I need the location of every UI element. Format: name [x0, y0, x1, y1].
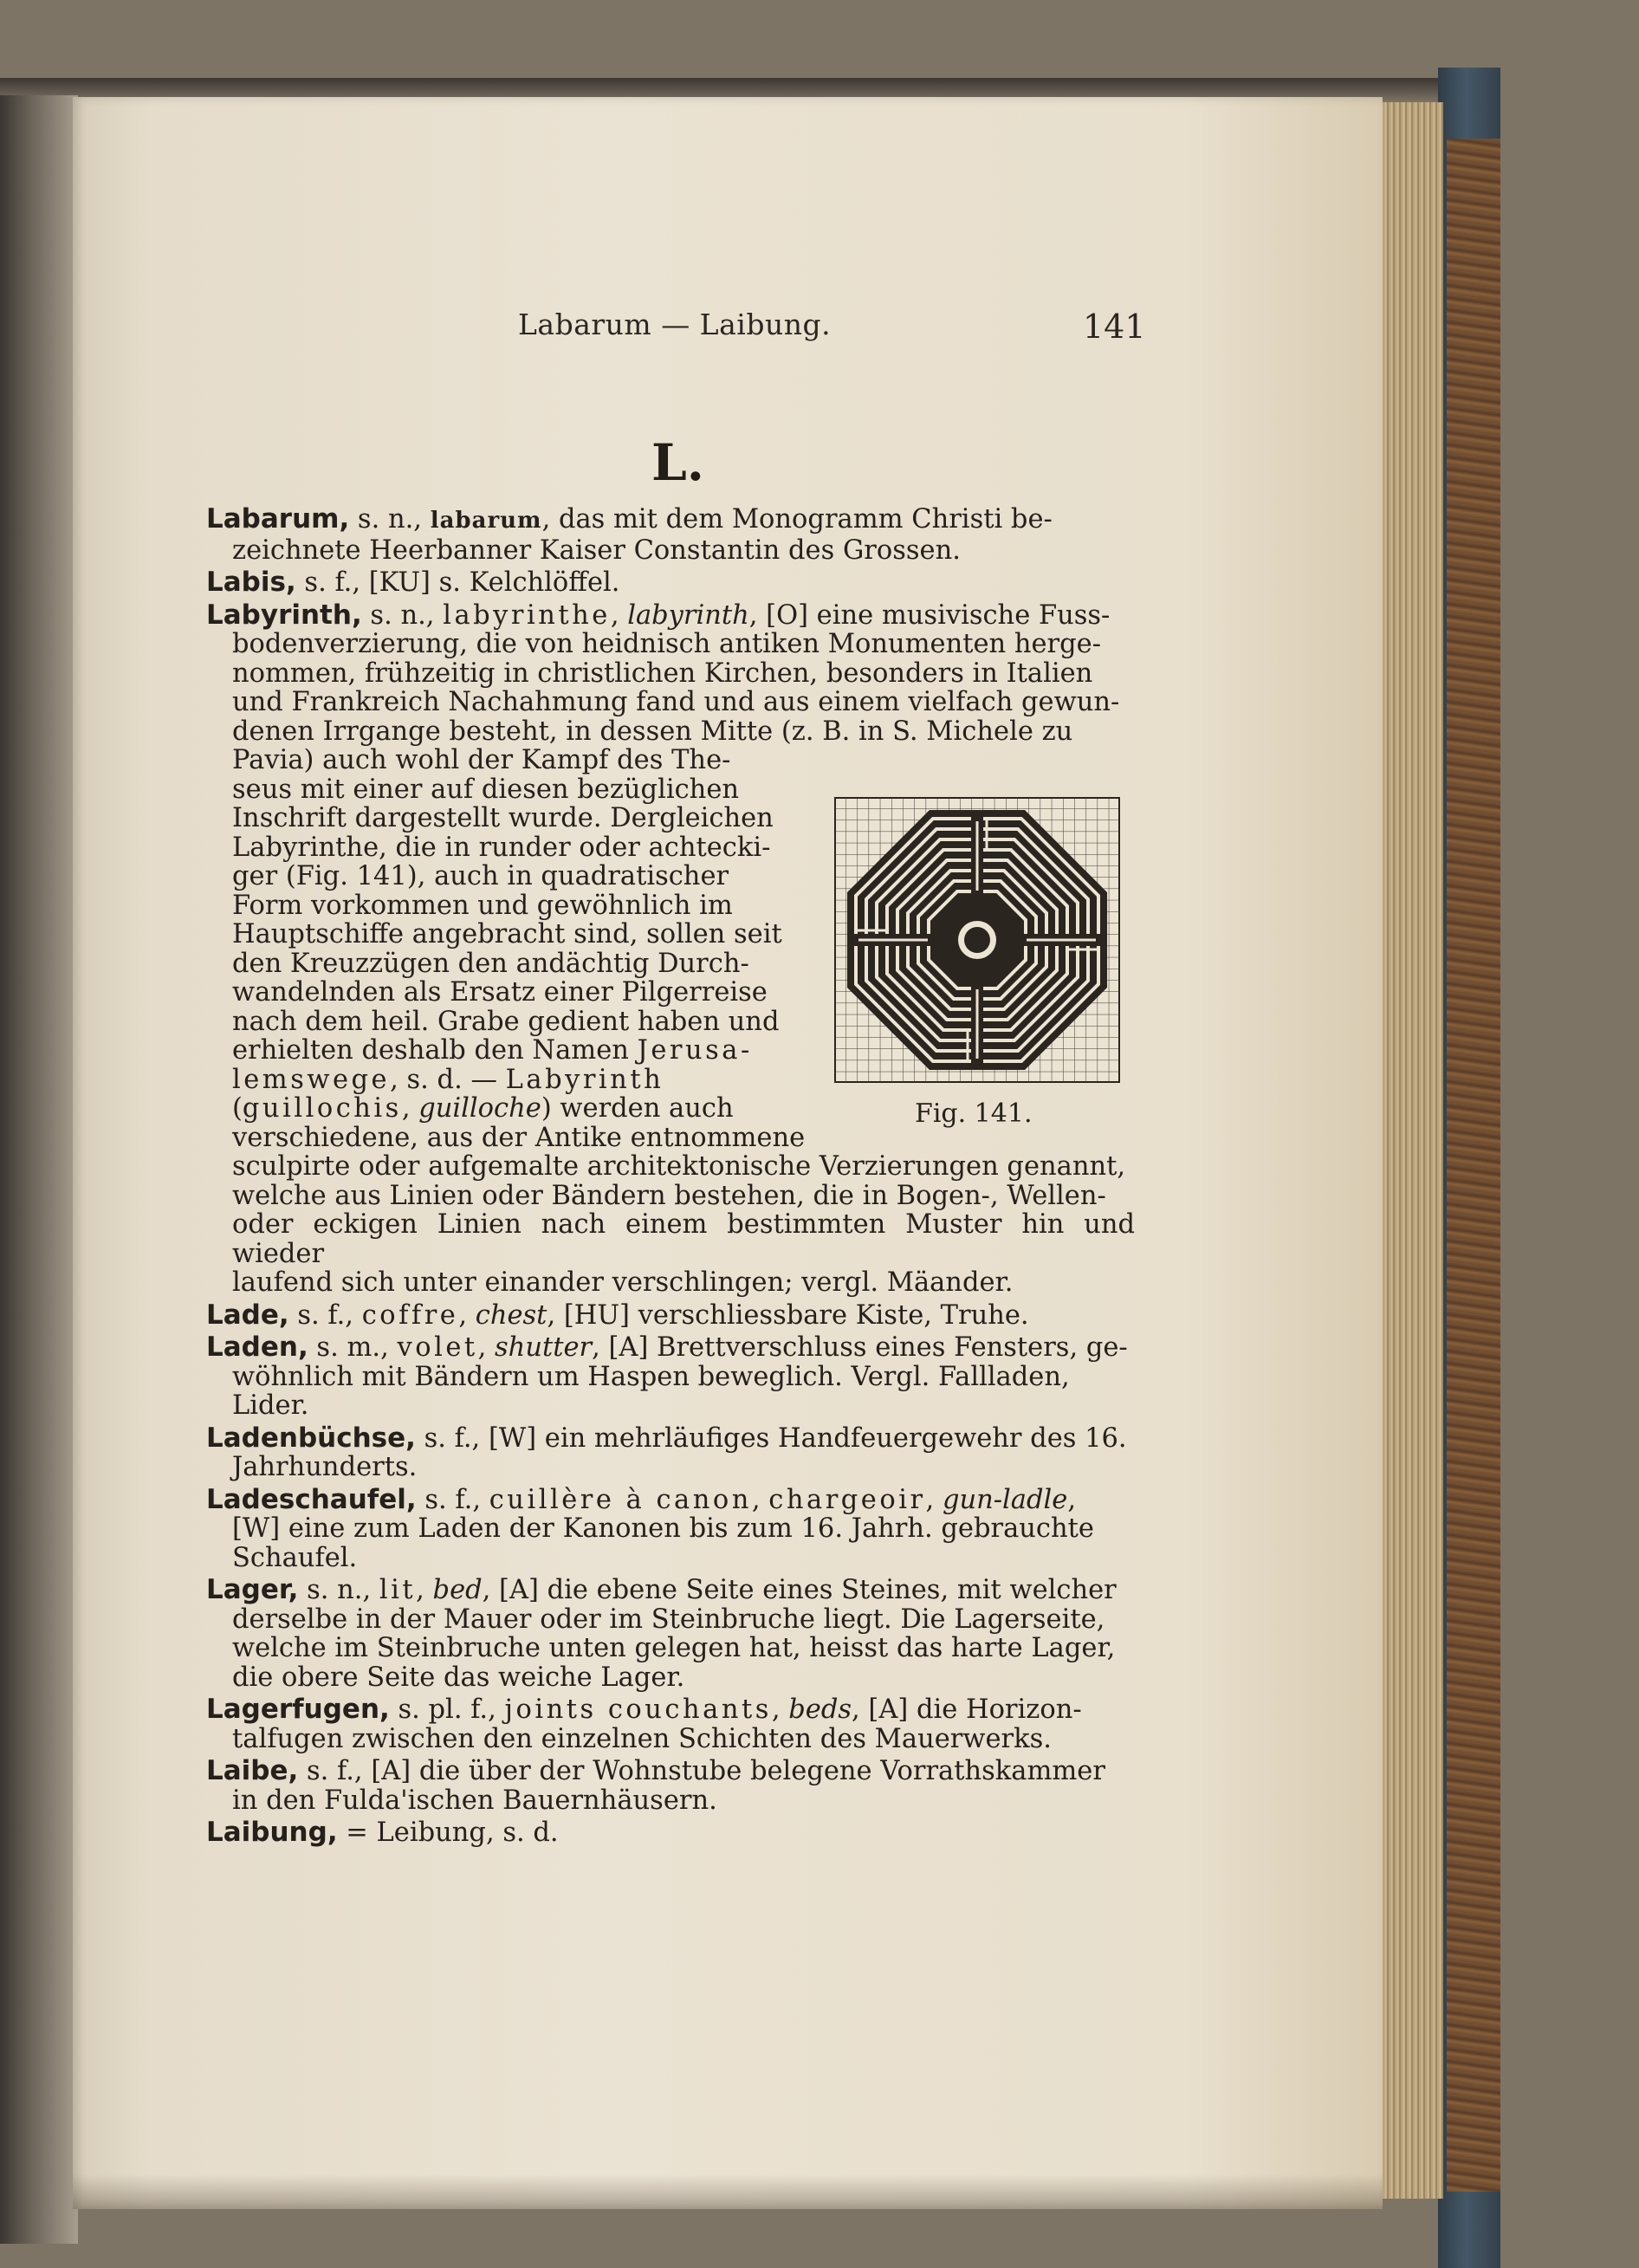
figure-caption: Fig. 141. [915, 1098, 1033, 1129]
entry-labyrinth: Labyrinth, s. n., labyrinthe, labyrinth, [O] eine musivische Fuss- bodenverzierung, die von heidnisch antiken Monumenten herge- nommen, frühzeitig in christlichen Kirchen, besonders in Italien und Frankreich Nachahmung fand und aus einem vielfach gewun- denen Irrgange besteht, in dessen Mitte (z. B. in S. Michele zu Pavia) auch wohl der Kampf des The- seus mit einer auf diesen bezüglichen Inschrift dargestellt wurde. Dergleichen Labyrinthe, die in runder oder achtecki- ger (Fig. 141), auch in quadratischer Form vorkommen und gewöhnlich im Hauptschiffe angebracht sind, sollen seit den Kreuzzügen den andächtig Durch- wandelnden als Ersatz einer Pilgerreise nach dem heil. Grabe gedient haben und erhielten deshalb den Namen Jerusa- lemswege, s. d. — Labyrinth (guillochis, guilloche) werden auch verschiedene, aus der Antike entnommene sculpirte oder aufgemalte architektonische Verzierungen genannt, welche aus Linien oder Bändern bestehen, die in Bogen-, Wellen- oder eckigen Linien nach einem bestimmten Muster hin und wieder laufend sich unter einander verschlingen; vergl. Mäander. [206, 599, 1135, 1298]
running-head: Labarum — Laibung. [518, 308, 832, 341]
labyrinth-figure [834, 797, 1120, 1083]
lemma: Laden, [206, 1332, 308, 1363]
dictionary-entries [206, 505, 1135, 1851]
lemma: Labis, [206, 567, 296, 598]
lemma: Labyrinth, [206, 599, 362, 631]
lemma: Lager, [206, 1574, 299, 1605]
lemma: Laibe, [206, 1755, 299, 1786]
lemma: Labarum, [206, 503, 350, 535]
entry-labis: Labis, s. f., [KU] s. Kelchlöffel. [206, 567, 620, 598]
entry-lagerfugen: Lagerfugen, s. pl. f., joints couchants, beds, [A] die Horizon- talfugen zwischen den einzelnen Schichten des Mauerwerks. [206, 1694, 1082, 1754]
lemma: Ladenbüchse, [206, 1422, 416, 1454]
entry-ladeschaufel: Ladeschaufel, s. f., cuillère à canon, chargeoir, gun-ladle, [W] eine zum Laden der Kanonen bis zum 16. Jahrh. gebrauchte Schaufel. [206, 1483, 1094, 1573]
lemma: Lade, [206, 1299, 289, 1331]
english-term: labyrinth [627, 599, 749, 631]
lemma: Ladeschaufel, [206, 1483, 417, 1515]
book-binding-left [0, 95, 78, 2244]
text-beside-figure: Pavia) auch wohl der Kampf des The- seus mit einer auf diesen bezüglichen Inschrift dargestellt wurde. Dergleichen Labyrinthe, die in runder oder achtecki- ger (Fig. 141), auch in quadratischer Form vorkommen und gewöhnlich im Hauptschiffe angebracht sind, sollen seit den Kreuzzügen den andächtig Durch- wandelnden als Ersatz einer Pilgerreise nach dem heil. Grabe gedient haben und erhielten deshalb den Namen Jerusa- lemswege, s. d. — Labyrinth (guillochis, guilloche) werden auch verschiedene, aus der Antike entnommene [232, 745, 806, 1153]
entry-labarum: Labarum, s. n., labarum, das mit dem Monogramm Christi be- zeichnete Heerbanner Kaiser Constantin des Grossen. [206, 503, 1053, 566]
page-shadow [73, 2174, 1383, 2209]
page-number: 141 [1083, 308, 1146, 346]
entry-laibe: Laibe, s. f., [A] die über der Wohnstube belegene Vorrathskammer in den Fulda'ischen Bauernhäusern. [206, 1755, 1105, 1816]
french-term: labarum [430, 508, 542, 534]
entry-laibung: Laibung, = Leibung, s. d. [206, 1817, 559, 1848]
section-letter: L. [651, 433, 704, 492]
entry-lager: Lager, s. n., lit, bed, [A] die ebene Seite eines Steines, mit welcher derselbe in der Mauer oder im Steinbruche liegt. Die Lagerseite, welche im Steinbruche unten gelegen hat, heisst das harte Lager, die obere Seite das weiche Lager. [206, 1574, 1117, 1693]
page-edges [1377, 102, 1443, 2199]
entry-ladenbuechse: Ladenbüchse, s. f., [W] ein mehrläufiges Handfeuergewehr des 16. Jahrhunderts. [206, 1422, 1127, 1482]
book-cover-leather [1447, 139, 1500, 2192]
entry-lade: Lade, s. f., coffre, chest, [HU] verschliessbare Kiste, Truhe. [206, 1299, 1029, 1331]
entry-laden: Laden, s. m., volet, shutter, [A] Brettverschluss eines Fensters, ge- wöhnlich mit Bändern um Haspen beweglich. Vergl. Fallladen, Lider. [206, 1332, 1128, 1421]
lemma: Lagerfugen, [206, 1694, 390, 1725]
lemma: Laibung, [206, 1817, 338, 1848]
french-term: labyrinthe [443, 599, 611, 631]
